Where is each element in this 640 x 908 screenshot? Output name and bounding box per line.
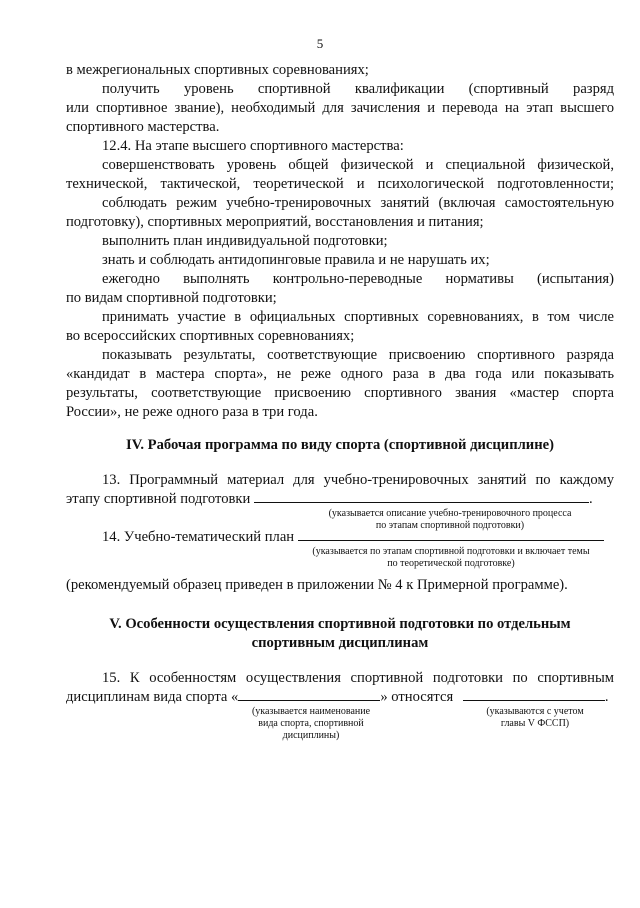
text-line: спортивного мастерства. [66, 119, 220, 135]
paragraph-13-label: этапу спортивной подготовки [66, 491, 251, 507]
field-hint-line: главы V ФССП) [500, 718, 570, 729]
field-hint-line: дисциплины) [282, 730, 340, 741]
text-line: технической, тактической, теоретической и психологической подготовленности; [66, 176, 614, 192]
paragraph-13-fill-line [66, 490, 614, 509]
section-heading: IV. Рабочая программа по виду спорта (спортивной дисциплине) [126, 437, 554, 453]
paragraph-15-label-end: » относятся [380, 689, 454, 705]
field-hint [286, 546, 616, 570]
text-line: 12.4. На этапе высшего спортивного мастерства: [102, 138, 404, 154]
section-heading: V. Особенности осуществления спортивной подготовки по отдельным [109, 616, 571, 632]
blank-field [298, 528, 604, 541]
blank-field [254, 490, 589, 503]
text-line: 15. К особенностям осуществления спортивной подготовки по спортивным [102, 670, 614, 686]
paragraph-15-fill-line [66, 688, 614, 707]
text-line: подготовку), спортивных мероприятий, восстановления и питания; [66, 214, 484, 230]
blank-field [463, 688, 605, 701]
field-hint [470, 706, 600, 730]
field-hint-line: (указываются с учетом [486, 706, 584, 717]
text-line: во всероссийских спортивных соревнованиях; [66, 328, 355, 344]
text-line: знать и соблюдать антидопинговые правила и не нарушать их; [102, 252, 490, 268]
text-line: выполнить план индивидуальной подготовки; [102, 233, 388, 249]
text-line: 13. Программный материал для учебно-тренировочных занятий по каждому [102, 472, 614, 488]
text-line: (рекомендуемый образец приведен в приложении № 4 к Примерной программе). [66, 577, 568, 593]
section-heading: спортивным дисциплинам [251, 635, 429, 651]
text-line: показывать результаты, соответствующие присвоению спортивного разряда [102, 347, 614, 363]
text-line: получить уровень спортивной квалификации (спортивный разряд [102, 81, 614, 97]
page-number: 5 [316, 36, 324, 51]
text-line: или спортивное звание), необходимый для зачисления и перевода на этап высшего [66, 100, 614, 116]
field-hint-line: (указывается наименование [251, 706, 371, 717]
paragraph-15-label: дисциплинам вида спорта « [66, 689, 239, 705]
period: . [588, 491, 593, 507]
field-hint-line: (указывается описание учебно-тренировочного процесса [328, 508, 572, 519]
field-hint-line: по этапам спортивной подготовки) [375, 520, 525, 531]
paragraph-14-label: 14. Учебно-тематический план [102, 529, 295, 545]
text-line: соблюдать режим учебно-тренировочных занятий (включая самостоятельную [102, 195, 614, 211]
text-line: по видам спортивной подготовки; [66, 290, 277, 306]
period: . [604, 689, 609, 705]
text-line: в межрегиональных спортивных соревнованиях; [66, 62, 369, 78]
text-line: ежегодно выполнять контрольно-переводные нормативы (испытания) [102, 271, 614, 287]
text-line: «кандидат в мастера спорта», не реже одного раза в два года или показывать [66, 366, 614, 382]
field-hint-line: (указывается по этапам спортивной подготовки и включает темы [312, 546, 590, 557]
text-line: результаты, соответствующие присвоению спортивного звания «мастер спорта [66, 385, 614, 401]
text-line: совершенствовать уровень общей физической и специальной физической, [102, 157, 614, 173]
paragraph-14-fill-line [102, 528, 614, 547]
blank-field [238, 688, 380, 701]
field-hint-line: вида спорта, спортивной [258, 718, 364, 729]
field-hint [238, 706, 384, 742]
field-hint-line: по теоретической подготовке) [387, 558, 515, 569]
text-line: принимать участие в официальных спортивных соревнованиях, в том числе [102, 309, 614, 325]
text-line: России», не реже одного раза в три года. [66, 404, 318, 420]
